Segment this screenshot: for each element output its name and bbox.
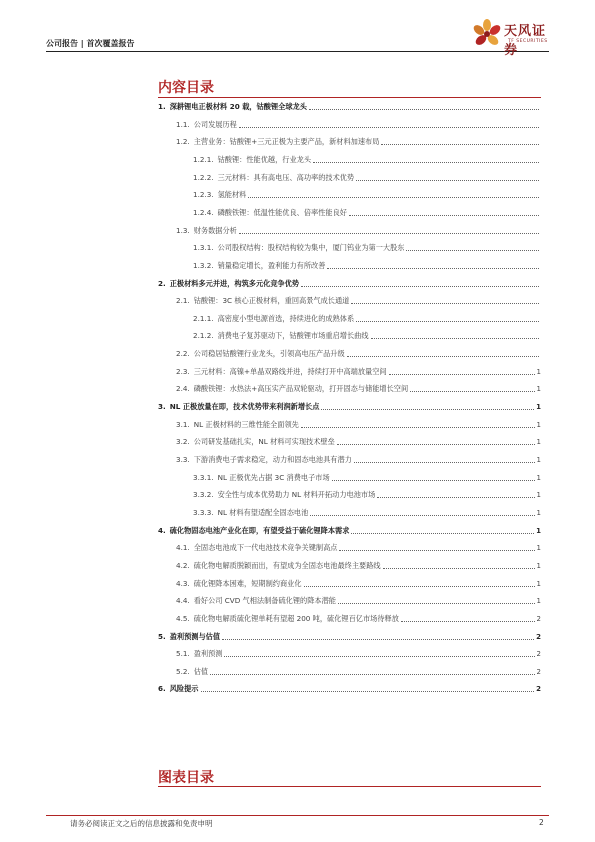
toc-entry[interactable] bbox=[176, 452, 541, 465]
toc-entry-title: 正极材料多元并进，构筑多元化竞争优势 bbox=[169, 278, 300, 288]
toc-entry-title: 公司发展历程 bbox=[193, 119, 237, 129]
toc-leader-dots bbox=[351, 533, 534, 534]
toc-leader-dots bbox=[389, 374, 535, 375]
toc-entry-number: 3. bbox=[158, 402, 166, 412]
toc-entry-number: 1.2.1. bbox=[193, 154, 214, 164]
toc-entry-title: 钴酸锂：3C 核心正极材料，重回高景气成长通道 bbox=[193, 296, 350, 306]
toc-entry-title: 磷酸铁锂：低温性能优良、倍率性能良好 bbox=[217, 207, 347, 217]
toc-entry-title: 深耕锂电正极材料 20 载，钴酸锂全球龙头 bbox=[169, 102, 307, 111]
toc-entry-number: 1.2. bbox=[176, 137, 190, 147]
toc-entry-title: 硫化物电解质脱颖而出，有望成为全固态电池最终主要路线 bbox=[193, 560, 381, 570]
toc-entry-title: NL 材料有望适配全固态电池 bbox=[217, 507, 309, 517]
toc-entry-number: 2. bbox=[158, 278, 166, 288]
toc-entry-number: 4.1. bbox=[176, 543, 190, 553]
toc-entry[interactable] bbox=[193, 258, 541, 271]
toc-heading: 内容目录 bbox=[158, 80, 214, 96]
toc-leader-dots bbox=[301, 286, 539, 287]
toc-entry-page: 1 bbox=[536, 579, 541, 588]
toc-entry[interactable] bbox=[176, 223, 541, 236]
footer-divider bbox=[46, 815, 549, 816]
toc-entry-number: 6. bbox=[158, 684, 166, 694]
toc-entry-number: 2.1.1. bbox=[193, 313, 214, 323]
figures-heading-rule bbox=[158, 786, 541, 787]
toc-entry[interactable] bbox=[176, 611, 541, 624]
toc-leader-dots bbox=[239, 233, 539, 234]
toc-entry-page: 1 bbox=[536, 367, 541, 376]
toc-entry[interactable] bbox=[158, 276, 541, 289]
toc-entry-page: 1 bbox=[536, 491, 541, 500]
toc-entry-title: 盈利预测 bbox=[193, 649, 223, 659]
toc-entry[interactable] bbox=[193, 505, 541, 518]
page-number: 2 bbox=[539, 818, 544, 827]
toc-entry-number: 4.4. bbox=[176, 596, 190, 606]
toc-entry[interactable] bbox=[158, 399, 541, 412]
toc-entry-title: 风险提示 bbox=[169, 684, 199, 694]
toc-entry-number: 1.2.2. bbox=[193, 172, 214, 182]
toc-entry-title: 硫化锂降本困难，短期制约商业化 bbox=[193, 578, 302, 588]
toc-entry-page: 1 bbox=[536, 385, 541, 394]
toc-entry-title: 公司稳居钴酸锂行业龙头，引领高电压产品升级 bbox=[193, 349, 345, 359]
toc-entry-number: 1.3. bbox=[176, 225, 190, 235]
toc-entry-number: 3.3.2. bbox=[193, 490, 214, 500]
toc-entry-number: 5.2. bbox=[176, 666, 190, 676]
toc-entry-title: 高密度小型电源首选，持续进化的成熟体系 bbox=[217, 313, 355, 323]
company-logo bbox=[470, 17, 550, 58]
toc-entry-title: 钴酸锂：性能优越，行业龙头 bbox=[217, 154, 312, 164]
toc-leader-dots bbox=[201, 691, 535, 692]
toc-entry-title: 硫化物电解质硫化锂单耗有望超 200 吨，硫化锂百亿市场待释放 bbox=[193, 613, 399, 623]
toc-entry-title: 三元材料：具有高电压、高功率的技术优势 bbox=[217, 172, 355, 182]
toc-entry-number: 3.2. bbox=[176, 437, 190, 447]
toc-entry[interactable] bbox=[176, 576, 541, 589]
toc-entry-number: 2.1.2. bbox=[193, 331, 214, 341]
toc-entry-number: 1.1. bbox=[176, 119, 190, 129]
toc-entry-title: 销量稳定增长，盈利能力有所改善 bbox=[217, 260, 326, 270]
toc-entry-title: 磷酸铁锂：水热法+高压实产品双轮驱动，打开固态与储能增长空间 bbox=[193, 384, 409, 394]
toc-leader-dots bbox=[339, 550, 534, 551]
toc-leader-dots bbox=[301, 427, 535, 428]
toc-entry[interactable] bbox=[176, 364, 541, 377]
toc-entry-title: NL 正极优先占据 3C 消费电子市场 bbox=[217, 472, 330, 482]
toc-entry-number: 4.5. bbox=[176, 613, 190, 623]
toc-leader-dots bbox=[349, 215, 539, 216]
toc-leader-dots bbox=[304, 586, 535, 587]
toc-entry[interactable] bbox=[193, 152, 541, 165]
toc-entry-page: 2 bbox=[536, 614, 541, 623]
toc-entry-page: 1 bbox=[536, 561, 541, 570]
toc-leader-dots bbox=[239, 127, 539, 128]
toc-entry-title: 消费电子复苏驱动下，钴酸锂市场重启增长曲线 bbox=[217, 331, 369, 341]
toc-entry[interactable] bbox=[176, 134, 541, 147]
toc-entry-number: 5. bbox=[158, 631, 166, 641]
toc-entry-number: 3.3.1. bbox=[193, 472, 214, 482]
toc-entry[interactable] bbox=[193, 187, 541, 200]
toc-entry-title: 看好公司 CVD 气相法制备硫化锂的降本潜能 bbox=[193, 596, 336, 606]
toc-entry-title: 全固态电池成下一代电池技术竞争关键制高点 bbox=[193, 543, 338, 553]
toc-leader-dots bbox=[313, 162, 539, 163]
toc-entry[interactable] bbox=[176, 646, 541, 659]
toc-leader-dots bbox=[337, 444, 535, 445]
toc-entry[interactable] bbox=[176, 593, 541, 606]
toc-entry-number: 1. bbox=[158, 102, 166, 111]
logo-flower-icon bbox=[470, 17, 504, 51]
toc-entry-number: 1.2.4. bbox=[193, 207, 214, 217]
toc-entry-title: 安全性与成本优势助力 NL 材料开拓动力电池市场 bbox=[217, 490, 376, 500]
toc-entry-number: 2.1. bbox=[176, 296, 190, 306]
toc-entry[interactable] bbox=[193, 240, 541, 253]
toc-entry[interactable] bbox=[176, 117, 541, 130]
toc-entry-page: 2 bbox=[536, 667, 541, 676]
disclaimer-notice: 请务必阅读正文之后的信息披露和免责申明 bbox=[70, 819, 213, 828]
toc-leader-dots bbox=[309, 109, 539, 110]
toc-entry-page: 1 bbox=[536, 544, 541, 553]
toc-entry[interactable] bbox=[176, 346, 541, 359]
toc-entry[interactable] bbox=[193, 470, 541, 483]
toc-entry-title: 三元材料：高镍+单晶双路线并进，持续打开中高端放量空间 bbox=[193, 366, 387, 376]
toc-leader-dots bbox=[222, 639, 534, 640]
toc-entry[interactable] bbox=[193, 328, 541, 341]
toc-entry-page: 1 bbox=[536, 508, 541, 517]
toc-entry-title: 盈利预测与估值 bbox=[169, 631, 221, 641]
toc-entry-page: 1 bbox=[536, 456, 541, 464]
toc-entry-number: 2.2. bbox=[176, 349, 190, 359]
toc-entry[interactable] bbox=[193, 170, 541, 183]
toc-entry-page: 1 bbox=[536, 438, 541, 447]
toc-entry-number: 1.3.2. bbox=[193, 260, 214, 270]
toc-entry[interactable] bbox=[158, 523, 541, 536]
toc-entry[interactable] bbox=[176, 558, 541, 571]
toc-entry-page: 1 bbox=[536, 473, 541, 482]
toc-leader-dots bbox=[356, 321, 539, 322]
logo-name-en: TF SECURITIES bbox=[508, 39, 548, 44]
toc-entry-page: 2 bbox=[536, 685, 541, 694]
toc-entry[interactable] bbox=[176, 417, 541, 430]
toc-leader-dots bbox=[351, 303, 539, 304]
toc-entry-number: 3.3. bbox=[176, 455, 190, 464]
toc-entry[interactable] bbox=[176, 664, 541, 677]
toc-entry-number: 1.2.3. bbox=[193, 190, 214, 200]
toc-entry-title: NL 正极放量在即，技术优势带来利润新增长点 bbox=[169, 402, 320, 412]
toc-leader-dots bbox=[383, 568, 535, 569]
toc-entry-number: 2.3. bbox=[176, 366, 190, 376]
toc-entry[interactable] bbox=[176, 293, 541, 306]
toc-leader-dots bbox=[332, 480, 535, 481]
toc-entry-number: 3.3.3. bbox=[193, 507, 214, 517]
toc-leader-dots bbox=[310, 515, 534, 516]
toc-entry[interactable] bbox=[193, 311, 541, 324]
toc-entry[interactable] bbox=[176, 540, 541, 553]
toc-entry-number: 4.3. bbox=[176, 578, 190, 588]
toc-leader-dots bbox=[377, 497, 534, 498]
toc-entry[interactable] bbox=[158, 99, 541, 112]
toc-entry-page: 1 bbox=[536, 420, 541, 429]
report-type-label: 公司报告 | 首次覆盖报告 bbox=[46, 39, 135, 48]
toc-entry-number: 3.1. bbox=[176, 419, 190, 429]
figures-heading: 图表目录 bbox=[158, 770, 214, 786]
toc-entry-page: 1 bbox=[536, 403, 541, 412]
toc-entry-title: 公司研发基础扎实，NL 材料可实现技术壁垒 bbox=[193, 437, 335, 447]
toc-entry-title: 硫化物固态电池产业化在即，有望受益于硫化锂降本需求 bbox=[169, 525, 350, 535]
toc-entry-number: 4.2. bbox=[176, 560, 190, 570]
toc-entry[interactable] bbox=[176, 434, 541, 447]
logo-name-cn: 天风证券 bbox=[504, 24, 547, 58]
toc-entry-title: 氢能材料 bbox=[217, 190, 247, 200]
header-divider bbox=[46, 51, 549, 52]
toc-entry-title: 估值 bbox=[193, 666, 209, 676]
toc-entry[interactable] bbox=[193, 205, 541, 218]
toc-entry[interactable] bbox=[176, 381, 541, 394]
toc-entry-title: 公司股权结构：股权结构较为集中，厦门钨业为第一大股东 bbox=[217, 243, 405, 253]
toc-entry-title: NL 正极材料的三维性能全面领先 bbox=[193, 419, 299, 429]
toc-entry-number: 5.1. bbox=[176, 649, 190, 659]
toc-leader-dots bbox=[347, 356, 539, 357]
toc-entry-page: 2 bbox=[536, 650, 541, 659]
toc-leader-dots bbox=[381, 144, 539, 145]
toc-heading-rule bbox=[158, 97, 541, 98]
toc-leader-dots bbox=[321, 409, 534, 410]
toc-leader-dots bbox=[354, 462, 535, 463]
toc-entry-number: 1.3.1. bbox=[193, 243, 214, 253]
toc-leader-dots bbox=[410, 391, 534, 392]
toc-entry-title: 主营业务：钴酸锂+三元正极为主要产品，新材料加速布局 bbox=[193, 137, 380, 147]
toc-entry[interactable] bbox=[193, 487, 541, 500]
toc-entry[interactable] bbox=[158, 681, 541, 694]
toc-entry-title: 下游消费电子需求稳定，动力和固态电池具有潜力 bbox=[193, 455, 352, 464]
toc-entry-page: 2 bbox=[536, 632, 541, 641]
toc-entry[interactable] bbox=[158, 629, 541, 642]
toc-leader-dots bbox=[406, 250, 539, 251]
toc-entry-page: 1 bbox=[536, 526, 541, 535]
toc-leader-dots bbox=[327, 268, 539, 269]
toc-entry-number: 2.4. bbox=[176, 384, 190, 394]
toc-entry-page: 1 bbox=[536, 597, 541, 606]
toc-leader-dots bbox=[371, 338, 539, 339]
toc-leader-dots bbox=[401, 621, 535, 622]
toc-leader-dots bbox=[210, 674, 534, 675]
toc-leader-dots bbox=[338, 603, 535, 604]
toc-leader-dots bbox=[224, 656, 534, 657]
toc-leader-dots bbox=[248, 197, 539, 198]
toc-entry-number: 4. bbox=[158, 525, 166, 535]
toc-leader-dots bbox=[356, 180, 539, 181]
toc-entry-title: 财务数据分析 bbox=[193, 225, 237, 235]
